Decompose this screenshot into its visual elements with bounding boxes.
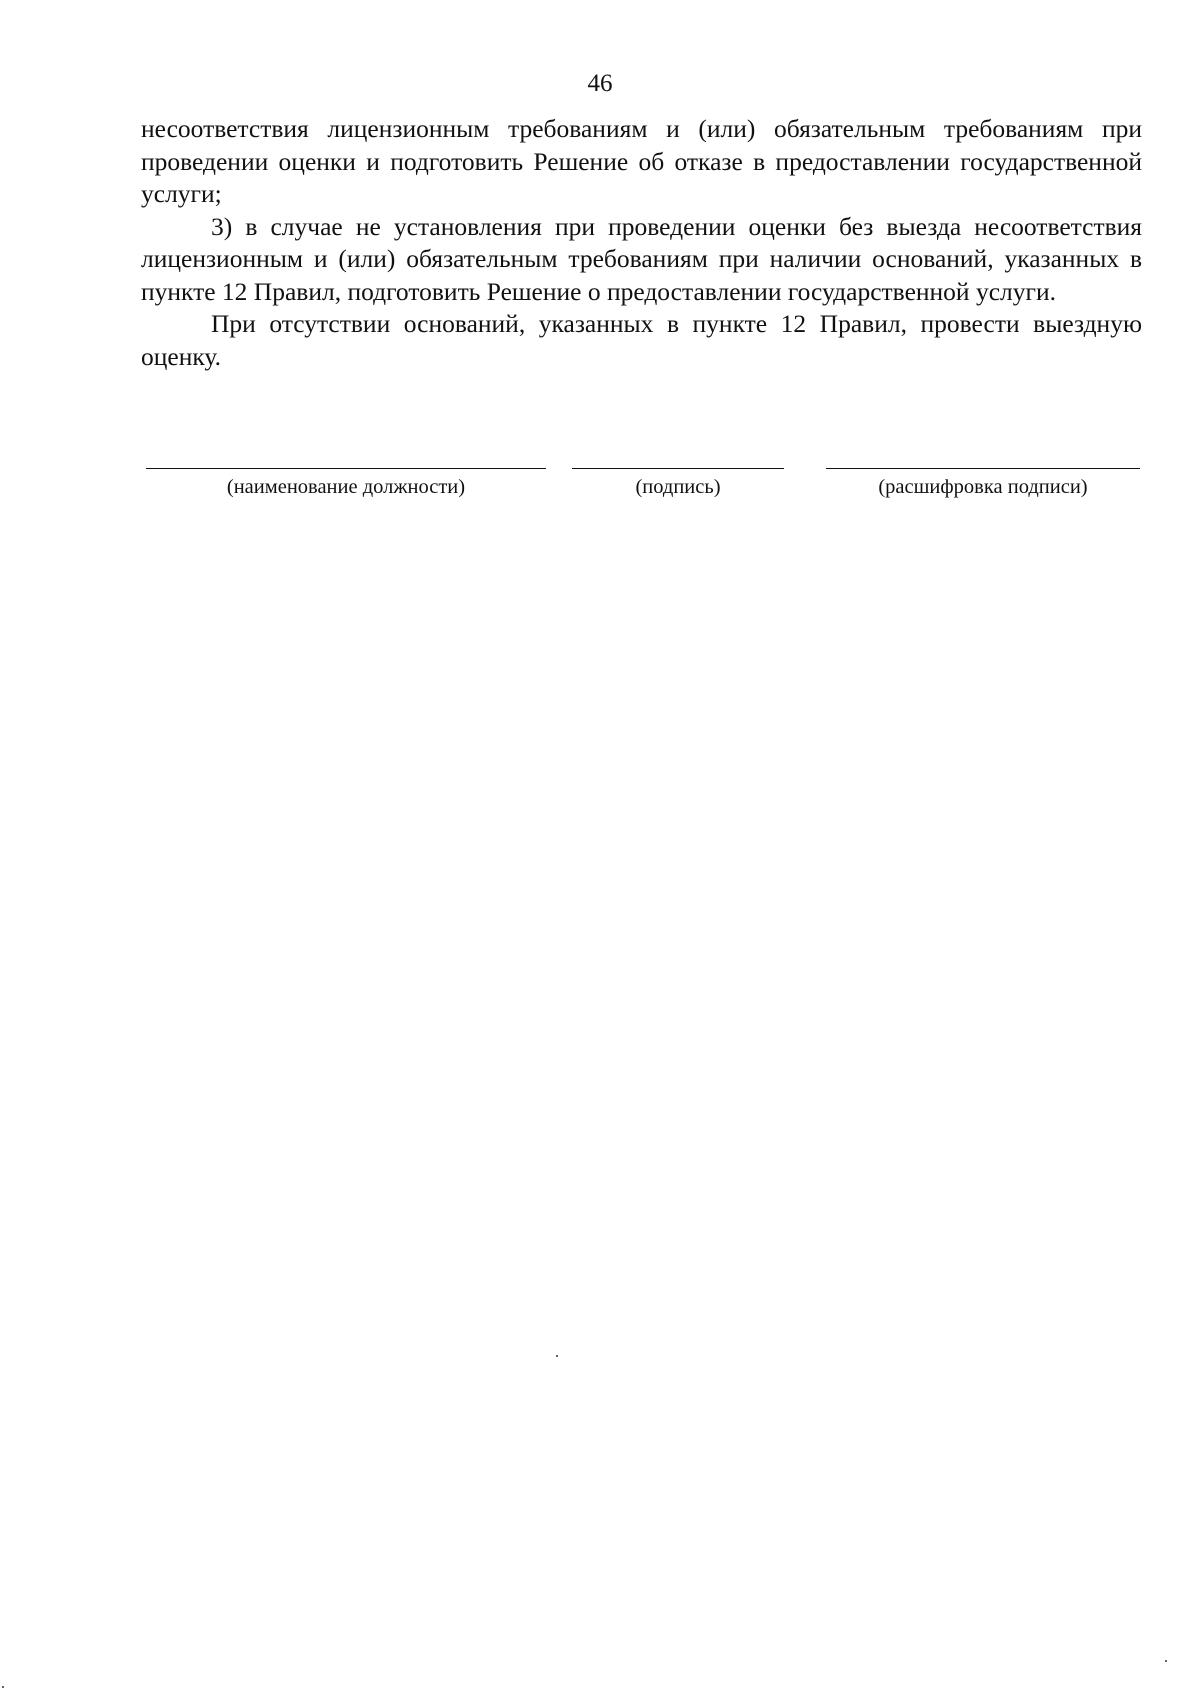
decoding-caption: (расшифровка подписи) — [878, 476, 1088, 498]
signature-decoding-field — [826, 468, 1140, 528]
scan-speck — [1165, 1660, 1167, 1662]
paragraph-continuation: несоответствия лицензионным требованиям и (или) обязательным требованиям при проведении оценки и подготовить Решение об отказе в предоставлении государственной услуги; — [141, 114, 1142, 208]
body-text — [141, 113, 1142, 373]
position-line — [146, 468, 546, 469]
scan-speck — [2, 1686, 4, 1688]
decoding-line — [826, 468, 1140, 469]
page-number: 46 — [587, 70, 613, 97]
scan-speck — [556, 1355, 558, 1357]
paragraph-item-3: 3) в случае не установления при проведении оценки без выезда несоответствия лицензионным и (или) обязательным требованиям при наличии оснований, указанных в пункте 12 Правил, подготовить Решение о предоставлении государственной услуги. — [141, 211, 1142, 306]
signature-line — [572, 468, 784, 469]
signature-caption: (подпись) — [635, 476, 721, 498]
signature-field — [572, 468, 784, 528]
position-caption: (наименование должности) — [226, 476, 466, 498]
signature-position-field — [146, 468, 546, 528]
paragraph-no-grounds: При отсутствии оснований, указанных в пункте 12 Правил, провести выездную оценку. — [141, 309, 1142, 371]
